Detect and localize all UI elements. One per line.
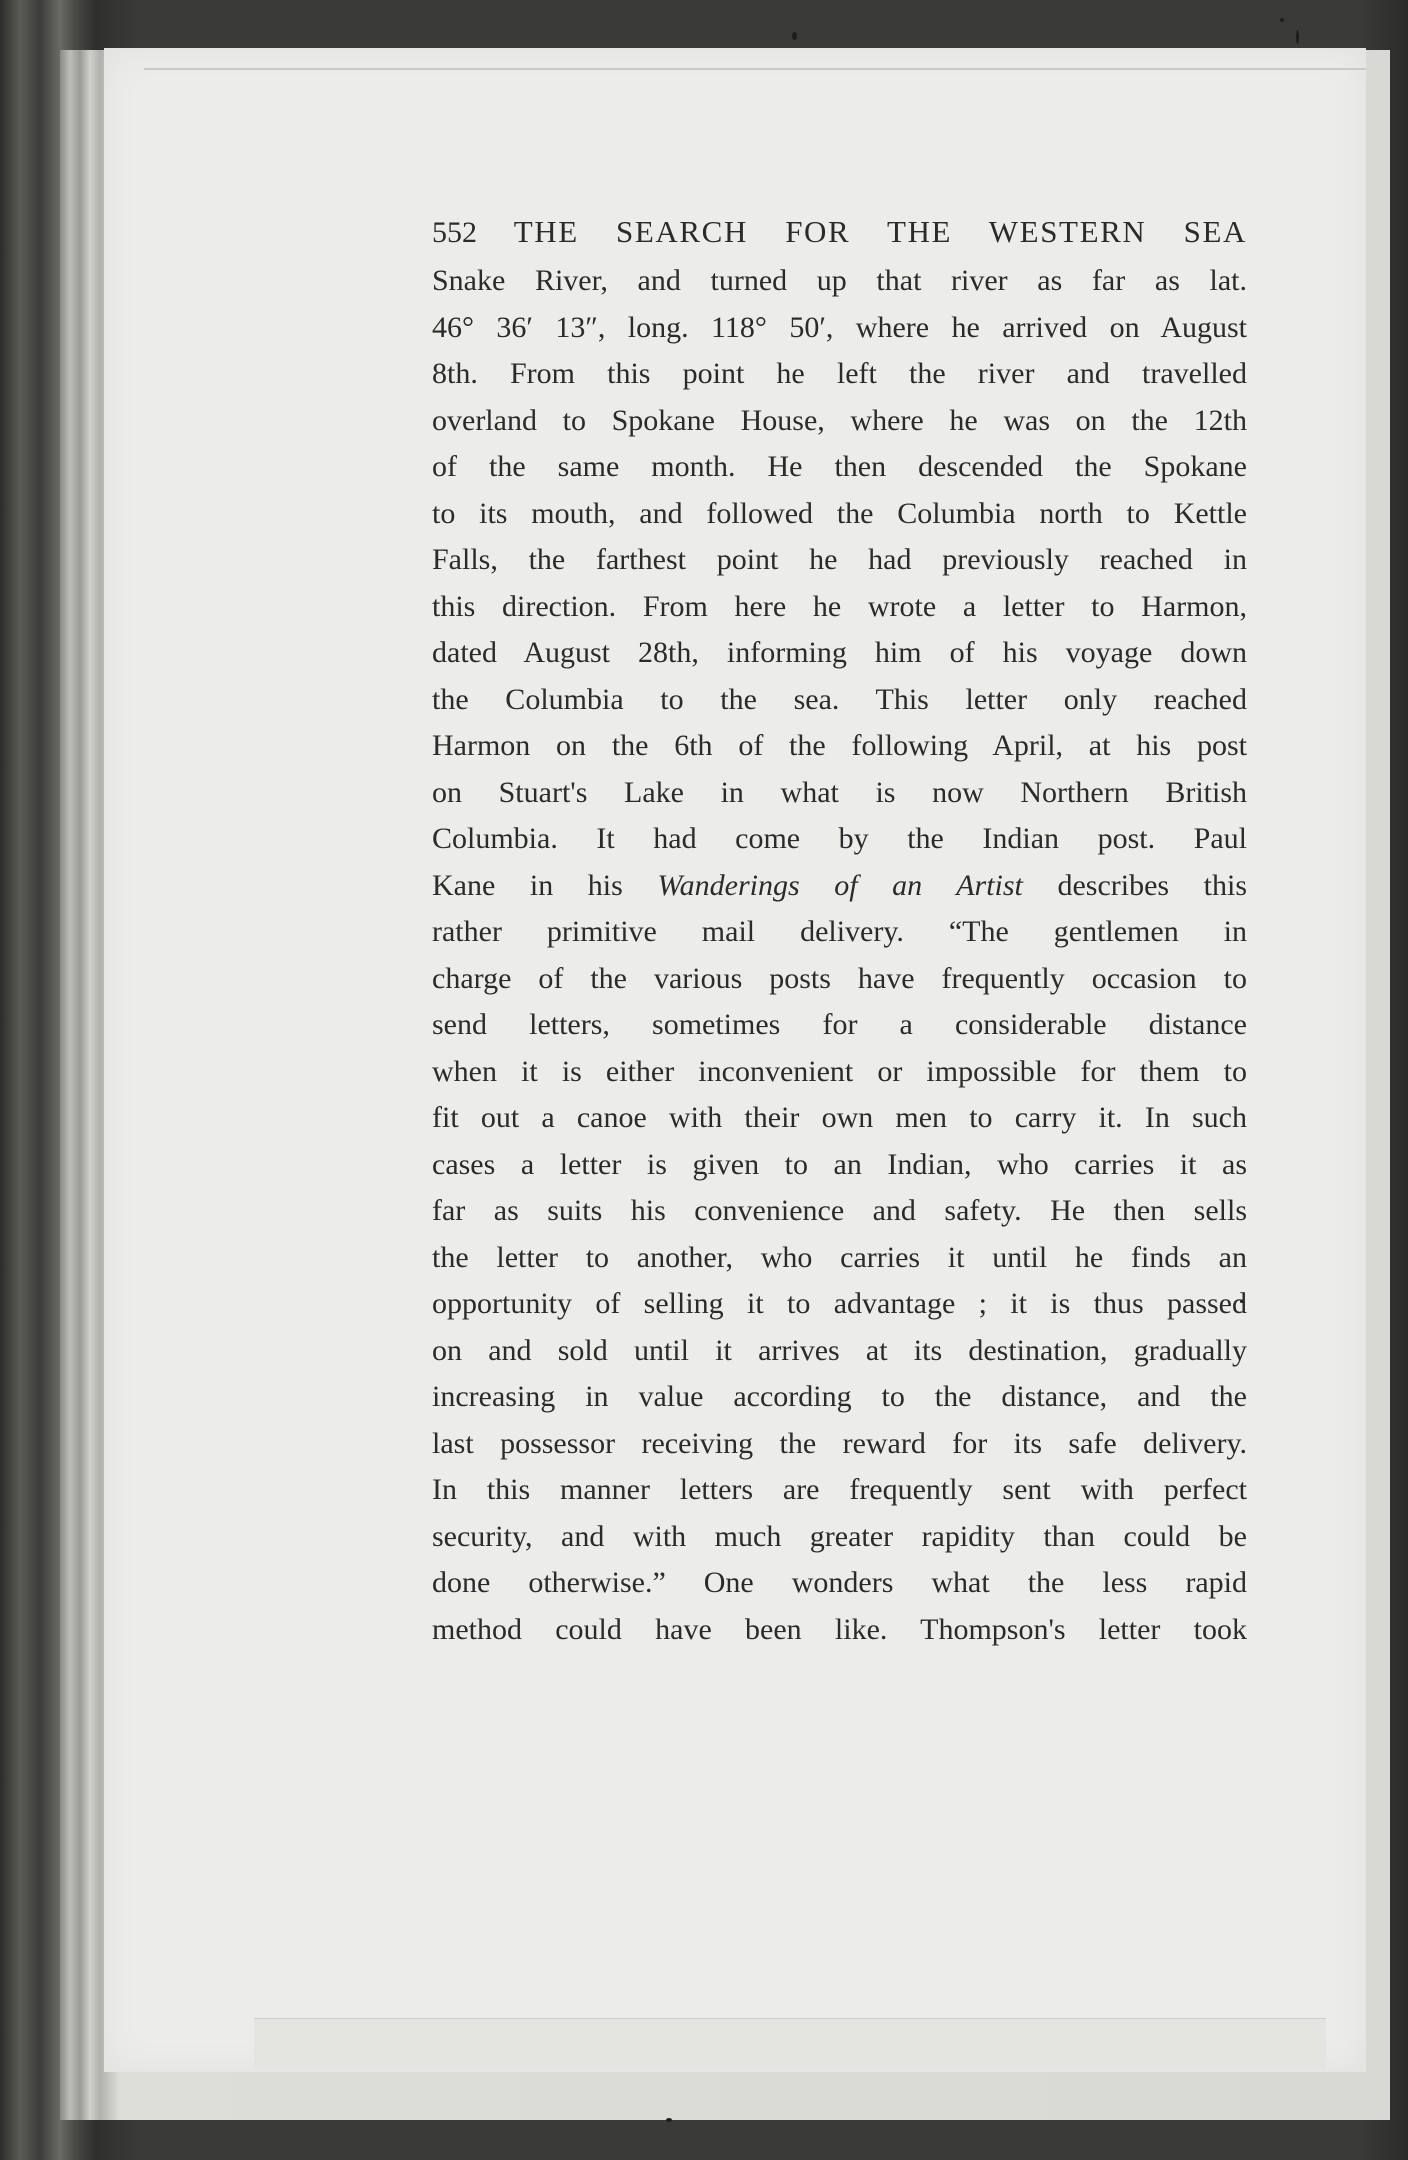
text-line: In this manner letters are frequently sent with perfect: [432, 1473, 1247, 1506]
scan-speck: [666, 2118, 672, 2122]
text-line: on and sold until it arrives at its destination, gradually: [432, 1333, 1247, 1367]
text-line: [432, 863, 1247, 910]
text-line: when it is either inconvenient or impossible for them to: [432, 1054, 1247, 1088]
page-text-block: [432, 208, 1247, 1653]
text-line: Snake River, and turned up that river as far as lat.: [432, 264, 1247, 297]
text-line: cases a letter is given to an Indian, who carries it as: [432, 1147, 1247, 1181]
text-line: on Stuart's Lake in what is now Northern British: [432, 775, 1247, 809]
text-segment: Kane in his: [432, 868, 658, 902]
text-line: this direction. From here he wrote a letter to Harmon,: [432, 589, 1247, 623]
body-text: [432, 258, 1247, 1653]
text-line: method could have been like. Thompson's letter took: [432, 1612, 1247, 1646]
running-head: [432, 208, 1247, 258]
scan-speck: [1296, 30, 1299, 44]
text-line: 46° 36′ 13″, long. 118° 50′, where he arrived on August: [432, 310, 1247, 344]
text-line: increasing in value according to the distance, and the: [432, 1380, 1247, 1413]
text-segment: describes this: [1022, 868, 1247, 902]
running-title: THE SEARCH FOR THE WESTERN SEA: [513, 214, 1247, 249]
text-line: last possessor receiving the reward for its safe delivery.: [432, 1426, 1247, 1460]
text-line: opportunity of selling it to advantage ; it is thus passed: [432, 1287, 1247, 1320]
text-line: fit out a canoe with their own men to carry it. In such: [432, 1101, 1247, 1134]
text-line: Falls, the farthest point he had previously reached in: [432, 543, 1247, 576]
text-line: the letter to another, who carries it until he finds an: [432, 1240, 1247, 1274]
text-line: done otherwise.” One wonders what the less rapid: [432, 1566, 1247, 1599]
text-line: the Columbia to the sea. This letter only reached: [432, 682, 1247, 716]
text-line: dated August 28th, informing him of his voyage down: [432, 636, 1247, 669]
text-line: send letters, sometimes for a considerable distance: [432, 1008, 1247, 1041]
scan-speck: [1280, 18, 1284, 22]
text-line: of the same month. He then descended the Spokane: [432, 450, 1247, 483]
page-top-edge: [144, 68, 1366, 70]
scan-speck: [792, 32, 797, 40]
text-line: rather primitive mail delivery. “The gentlemen in: [432, 915, 1247, 948]
text-line: overland to Spokane House, where he was on the 12th: [432, 403, 1247, 437]
text-line: Harmon on the 6th of the following April, at his post: [432, 729, 1247, 762]
text-line: charge of the various posts have frequently occasion to: [432, 961, 1247, 995]
book-title-italic: Wanderings of an Artist: [657, 868, 1023, 902]
text-line: Columbia. It had come by the Indian post. Paul: [432, 822, 1247, 855]
page-bottom-edge: [254, 2018, 1326, 2069]
text-line: to its mouth, and followed the Columbia north to Kettle: [432, 496, 1247, 530]
text-line: far as suits his convenience and safety. He then sells: [432, 1194, 1247, 1227]
text-line: 8th. From this point he left the river and travelled: [432, 357, 1247, 390]
text-line: security, and with much greater rapidity than could be: [432, 1519, 1247, 1553]
page-number: 552: [432, 216, 477, 249]
